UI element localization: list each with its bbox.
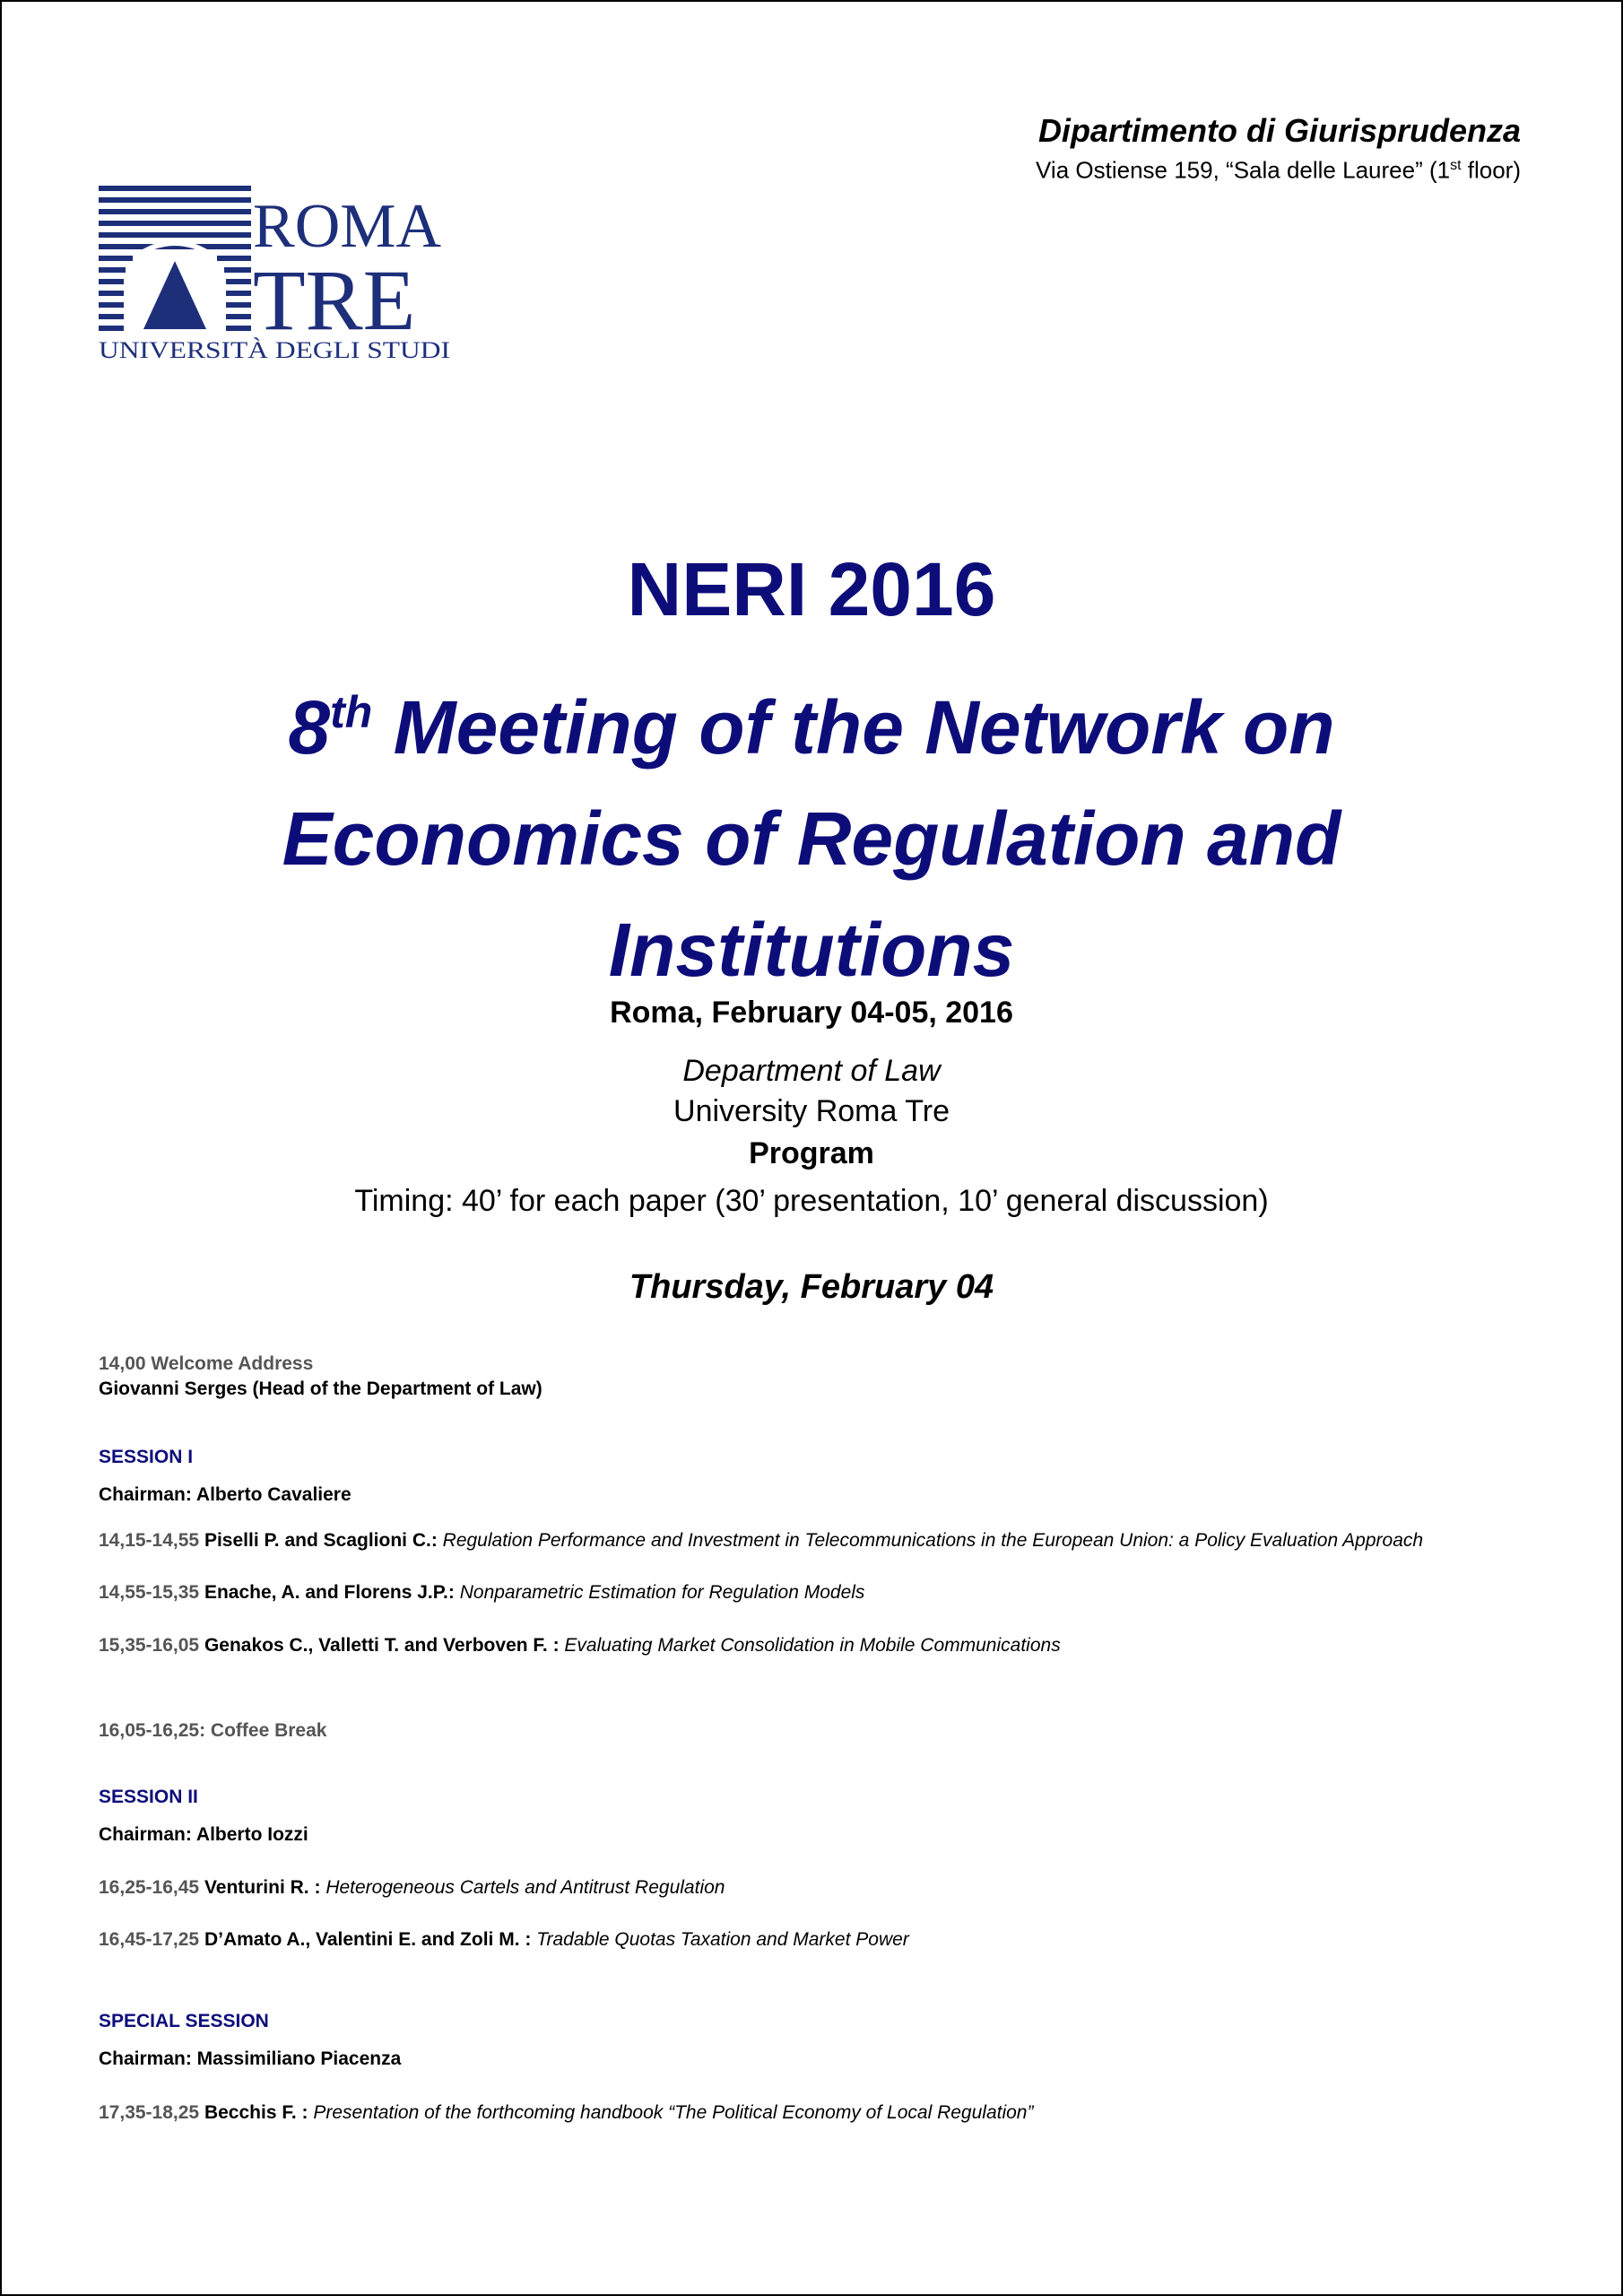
session-chair: Chairman: Alberto Iozzi [99,1824,308,1845]
welcome-label: 14,00 Welcome Address [99,1353,314,1374]
logo-roma-text: ROMA [253,192,442,261]
logo-university-text: UNIVERSITÀ DEGLI STUDI [99,337,450,363]
university-label: University Roma Tre [673,1094,950,1128]
welcome-speaker: Giovanni Serges (Head of the Department of Law) [99,1378,542,1399]
program-entry: 15,35-16,05 Genakos C., Valletti T. and Verboven F. : Evaluating Market Consolidation in Mobile Communications [99,1635,1061,1656]
logo-tre-text: TRE [253,252,416,348]
session-chair: Chairman: Massimiliano Piacenza [99,2048,402,2069]
coffee-break: 16,05-16,25: Coffee Break [99,1720,327,1741]
welcome-address [99,1352,1533,1402]
department-label: Department of Law [682,1054,941,1088]
program-entry: 14,15-14,55 Piselli P. and Scaglioni C.: Regulation Performance and Investment in Telecommunications in the European Union: a Policy Evaluation Approach [99,1530,1424,1551]
session-chair: Chairman: Alberto Cavaliere [99,1484,352,1505]
program-entry: 14,55-15,35 Enache, A. and Florens J.P.: Nonparametric Estimation for Regulation Models [99,1582,865,1603]
session-title: SESSION II [99,1787,198,1807]
place-date: Roma, February 04-05, 2016 [610,996,1013,1030]
program-entry: 16,45-17,25 D’Amato A., Valentini E. and Zoli M. : Tradable Quotas Taxation and Market Power [99,1929,909,1950]
department-header [1036,111,1521,186]
department-name: Dipartimento di Giurisprudenza [1037,112,1521,149]
session-title: SESSION I [99,1447,194,1467]
session-title: SPECIAL SESSION [99,2011,269,2031]
day-heading: Thursday, February 04 [629,1268,994,1306]
page-title: NERI 2016 [627,547,996,631]
program-entry: 16,25-16,45 Venturini R. : Heterogeneous Cartels and Antitrust Regulation [99,1877,725,1898]
timing-note: Timing: 40’ for each paper (30’ presentation, 10’ general discussion) [354,1184,1269,1218]
program-heading: Program [749,1136,874,1170]
department-address: Via Ostiense 159, “Sala delle Lauree” (1st floor) [1036,156,1521,184]
program-entry: 17,35-18,25 Becchis F. : Presentation of the forthcoming handbook “The Political Economy of Local Regulation” [99,2102,1034,2123]
meeting-title: 8th Meeting of the Network on Economics of Regulation and Institutions [282,685,1341,992]
roma-tre-logo [99,186,450,363]
